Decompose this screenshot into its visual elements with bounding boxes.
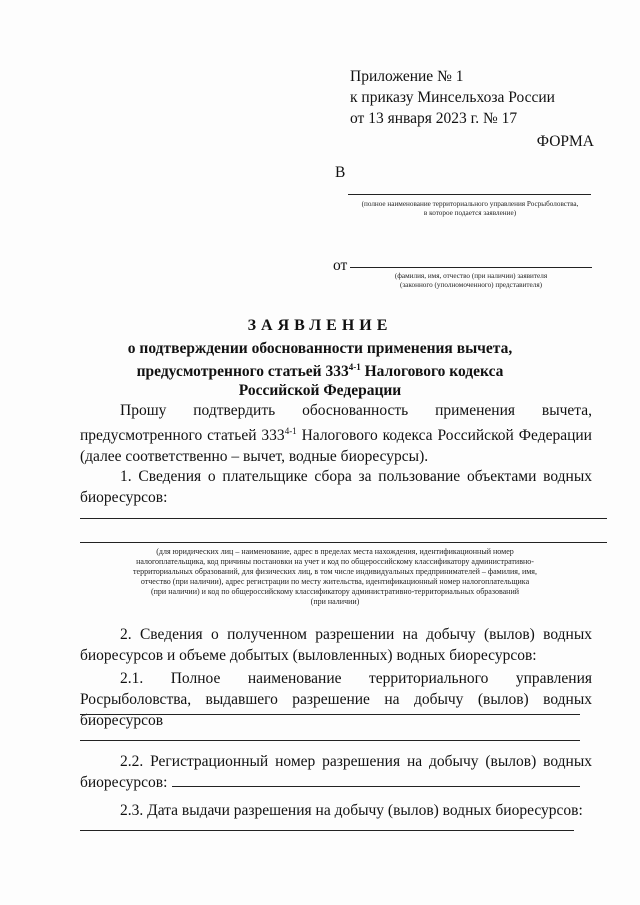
issuing-authority-field[interactable]	[80, 714, 580, 715]
form-label: ФОРМА	[536, 133, 594, 150]
payer-info-field[interactable]	[80, 518, 607, 519]
title-main: ЗАЯВЛЕНИЕ	[247, 317, 393, 334]
sender-prefix: от	[333, 257, 348, 274]
sender-field[interactable]	[350, 267, 592, 268]
intro-paragraph: Прошу подтвердить обоснованность применения вычета, предусмотренного статьей 333$^{4-1}$ Налогового кодекса Российской Федерации (далее соответственно – вычет, водные биоресурсы).	[80, 402, 592, 466]
payer-info-field[interactable]	[80, 542, 607, 543]
recipient-field[interactable]	[348, 194, 591, 195]
appendix-line: к приказу Минсельхоза России	[350, 89, 555, 106]
document-title	[90, 316, 550, 400]
section2-item1-text: 2.1. Полное наименование территориального управления Росрыболовства, выдавшего разрешение на добычу (вылов) водных биоресурсов	[80, 670, 592, 729]
title-line: предусмотренного статьей 333$^{4-1}$ Налогового кодекса	[136, 362, 504, 381]
payer-info-caption: (для юридических лиц – наименование, адрес в пределах места нахождения, идентификационный номер налогоплательщика, код причины постановки на учет и код по общероссийскому классификатору административно- территориальных образований, для физических лиц, в том числе индивидуальных предпринимателей – фамилия, имя, отчество (при наличии), адрес регистрации по месту жительства, идентификационный номер налогоплательщика (при наличии) и код по общероссийскому классификатору административно-территориальных образований (при наличии)	[133, 547, 537, 606]
permit-number-field[interactable]	[172, 786, 580, 787]
recipient-caption: (полное наименование территориального управления Росрыболовства, в которое подается заявление)	[361, 200, 579, 217]
permit-date-field[interactable]	[80, 830, 574, 831]
section1-text: 1. Сведения о плательщике сбора за пользование объектами водных биоресурсов:	[80, 468, 592, 506]
section2-item3-text: 2.3. Дата выдачи разрешения на добычу (вылов) водных биоресурсов:	[120, 802, 583, 819]
sender-caption: (фамилия, имя, отчество (при наличии) заявителя (законного (уполномоченного) представителя)	[394, 272, 548, 289]
appendix-line: от 13 января 2023 г. № 17	[350, 110, 518, 127]
section2-text: 2. Сведения о полученном разрешении на добычу (вылов) водных биоресурсов и объеме добытых (выловленных) водных биоресурсов:	[80, 626, 592, 664]
recipient-prefix: В	[335, 164, 346, 181]
appendix-header	[350, 66, 555, 129]
appendix-line: Приложение № 1	[350, 68, 464, 85]
title-line: о подтверждении обоснованности применения вычета,	[127, 340, 513, 357]
issuing-authority-field[interactable]	[80, 740, 580, 741]
title-line: Российской Федерации	[238, 382, 402, 400]
section2-item2-text: 2.2. Регистрационный номер разрешения на добычу (вылов) водных биоресурсов:	[80, 753, 592, 791]
